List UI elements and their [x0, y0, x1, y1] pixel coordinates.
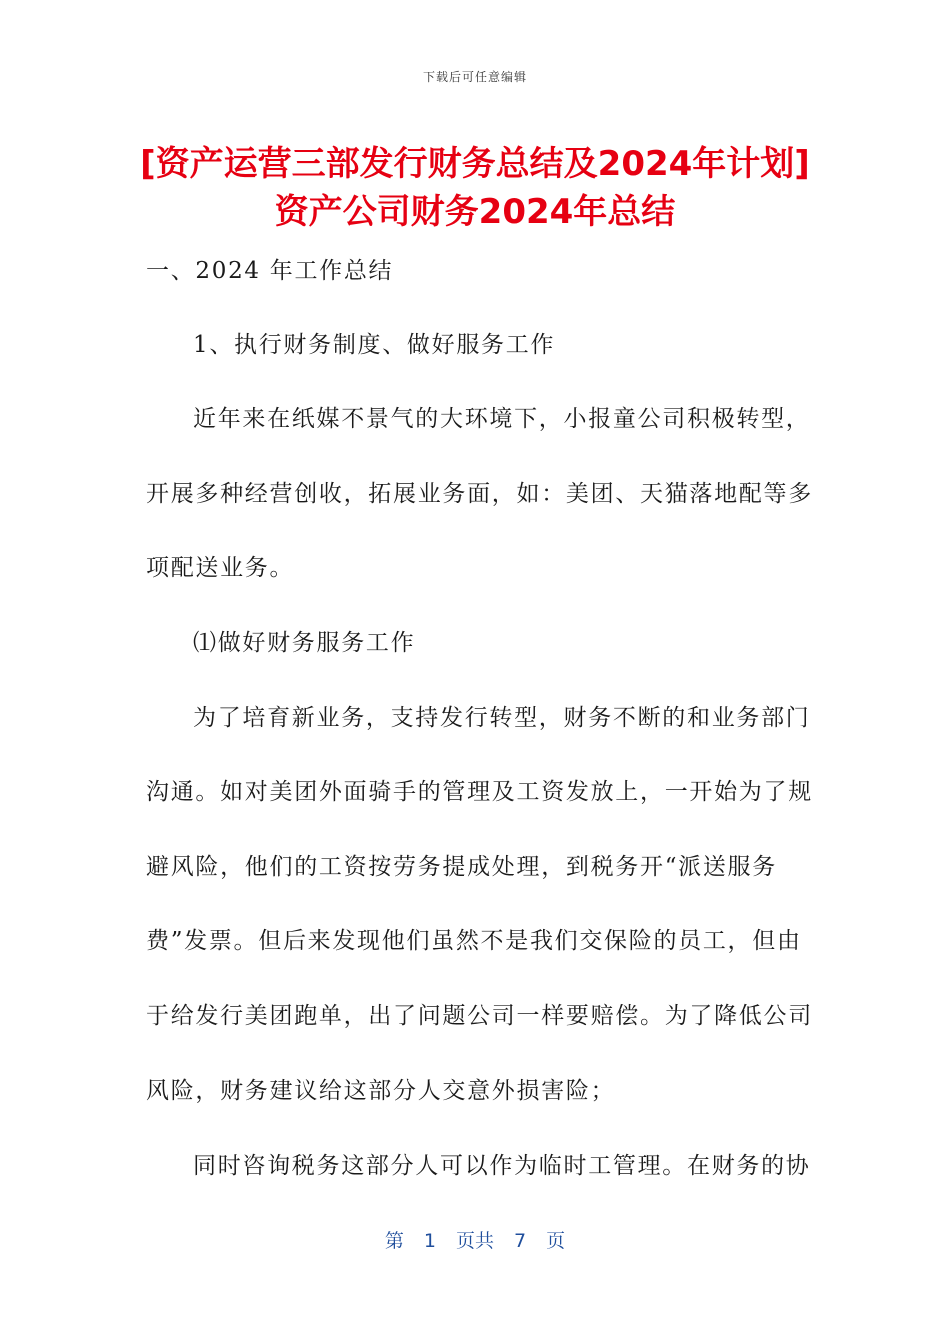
title-line-1: [资产运营三部发行财务总结及2024年计划]: [140, 144, 810, 184]
paragraph-line: 避风险，他们的工资按劳务提成处理，到税务开“派送服务: [146, 854, 777, 880]
paragraph-line: 为了培育新业务，支持发行转型，财务不断的和业务部门: [193, 705, 811, 731]
footer-middle: 页共: [455, 1230, 494, 1252]
page-footer: [0, 1226, 950, 1253]
paragraph-line: 开展多种经营创收，拓展业务面，如：美团、天猫落地配等多: [146, 481, 813, 507]
footer-suffix: 页: [546, 1230, 566, 1252]
document-title: [60, 140, 890, 236]
paragraph-line: 风险，财务建议给这部分人交意外损害险；: [146, 1078, 616, 1104]
subsection-heading: 1、执行财务制度、做好服务工作: [193, 332, 556, 358]
section-heading: 一、2024 年工作总结: [146, 258, 394, 284]
title-line-2: 资产公司财务2024年总结: [274, 192, 676, 232]
paragraph-line: 项配送业务。: [146, 555, 295, 581]
paragraph-line: 于给发行美团跑单，出了问题公司一样要赔偿。为了降低公司: [146, 1003, 813, 1029]
footer-prefix: 第: [384, 1230, 404, 1252]
subsection-heading: ⑴做好财务服务工作: [193, 630, 416, 656]
paragraph-line: 沟通。如对美团外面骑手的管理及工资发放上，一开始为了规: [146, 779, 813, 805]
current-page-number: 1: [423, 1230, 436, 1252]
paragraph-line: 同时咨询税务这部分人可以作为临时工管理。在财务的协: [193, 1153, 811, 1179]
total-pages-number: 7: [514, 1230, 527, 1252]
paragraph-line: 费”发票。但后来发现他们虽然不是我们交保险的员工，但由: [146, 928, 802, 954]
header-note: 下载后可任意编辑: [422, 70, 527, 84]
paragraph-line: 近年来在纸媒不景气的大环境下，小报童公司积极转型，: [193, 406, 811, 432]
